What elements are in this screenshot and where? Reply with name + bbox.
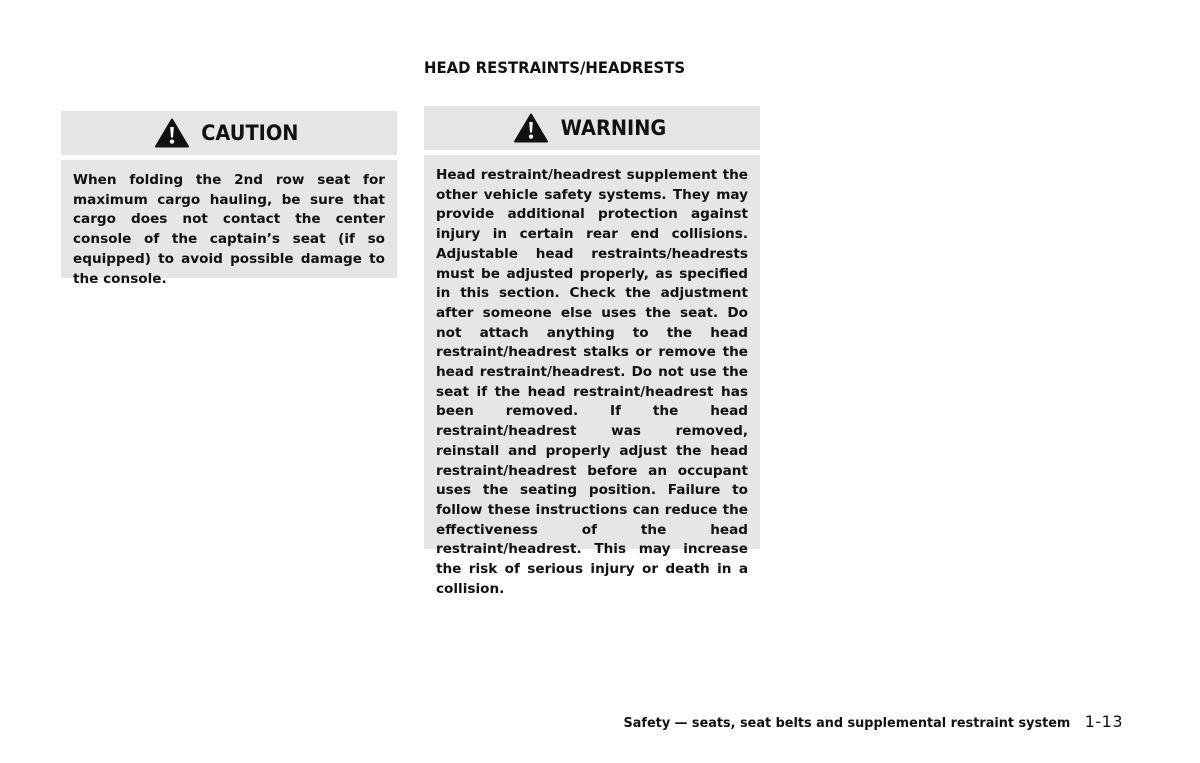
warning-triangle-icon xyxy=(155,118,189,148)
page-number: 1-13 xyxy=(1084,712,1123,731)
caution-label: CAUTION xyxy=(201,121,299,145)
caution-text: When folding the 2nd row seat for maximum cargo hauling, be sure that cargo does not contact the center console of the captain’s seat (if so equipped) to avoid possible damage to the console. xyxy=(61,160,397,278)
warning-triangle-icon xyxy=(514,113,548,143)
footer-chapter-title: Safety — seats, seat belts and supplemental restraint system xyxy=(623,715,1071,731)
caution-header xyxy=(61,111,397,155)
page-title: HEAD RESTRAINTS/HEADRESTS xyxy=(424,58,686,77)
page-footer xyxy=(600,712,1123,731)
warning-text: Head restraint/headrest supplement the other vehicle safety systems. They may provide additional protection against injury in certain rear end collisions. Adjustable head restraints/headrests must be adjusted properly, as specified in this section. Check the adjustment after someone else uses the seat. Do not attach anything to the head restraint/headrest stalks or remove the head restraint/headrest. Do not use the seat if the head restraint/headrest has been removed. If the head restraint/headrest was removed, reinstall and properly adjust the head restraint/headrest before an occupant uses the seating position. Failure to follow these instructions can reduce the effectiveness of the head restraint/headrest. This may increase the risk of serious injury or death in a collision. xyxy=(424,155,760,549)
warning-header xyxy=(424,106,760,150)
warning-label: WARNING xyxy=(560,116,666,140)
